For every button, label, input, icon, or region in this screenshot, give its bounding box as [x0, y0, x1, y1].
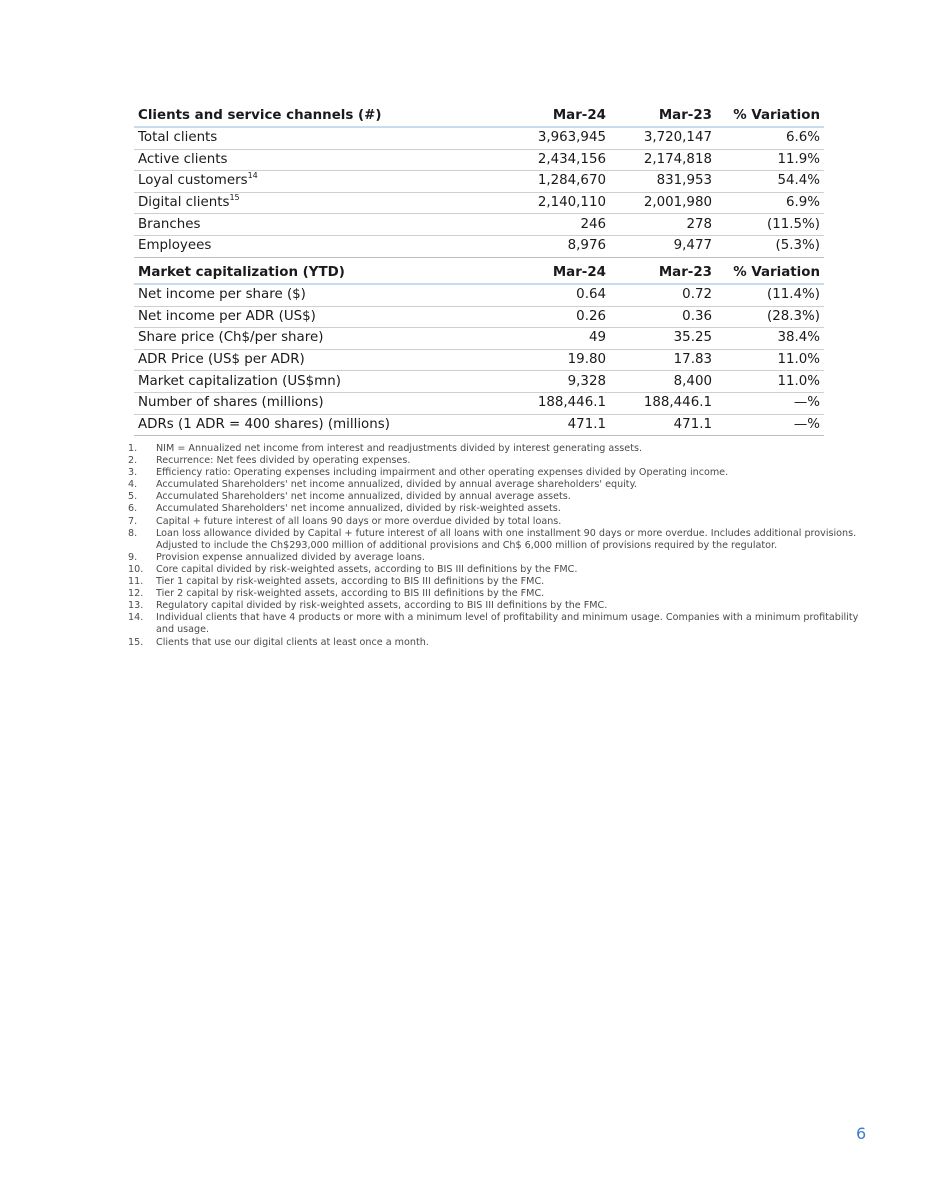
- table-row: [134, 284, 824, 306]
- footnote-text: Core capital divided by risk-weighted assets, according to BIS III definitions by the FMC.: [156, 563, 578, 575]
- row-label-cell: [134, 171, 502, 193]
- table-row: [134, 127, 824, 149]
- footnote-item: [128, 443, 868, 455]
- column-header: % Variation: [716, 106, 824, 127]
- row-label: Net income per share ($): [134, 284, 502, 306]
- value-mar-24: 2,140,110: [502, 192, 610, 214]
- value-mar-24: 246: [502, 214, 610, 236]
- row-label-cell: [134, 235, 502, 257]
- footnote-text: Loan loss allowance divided by Capital + future interest of all loans with one installment 90 days or more overdue. Includes additional provisions. Adjusted to include the Ch$293,000 million of additional provisions and Ch$ 6,000 million of provisions required by the regulator.: [156, 527, 857, 551]
- footnote-number: 10.: [128, 563, 144, 575]
- value-mar-23: 17.83: [610, 349, 716, 371]
- column-header: Mar-23: [610, 106, 716, 127]
- row-label-cell: [134, 149, 502, 171]
- row-label-cell: [134, 214, 502, 236]
- footnote-text: Accumulated Shareholders' net income annualized, divided by risk-weighted assets.: [156, 503, 561, 515]
- footnote-number: 6.: [128, 503, 138, 515]
- footnote-number: 13.: [128, 600, 144, 612]
- table-row: [134, 192, 824, 214]
- market-table-section: [134, 263, 824, 436]
- footnote-item: [128, 503, 868, 515]
- footnote-text: Tier 2 capital by risk-weighted assets, according to BIS III definitions by the FMC.: [156, 588, 545, 600]
- value-mar-24: 0.26: [502, 306, 610, 328]
- footnote-text: Accumulated Shareholders' net income annualized, divided by annual average assets.: [156, 491, 571, 503]
- footnote-number: 5.: [128, 491, 138, 503]
- value-mar-24: 1,284,670: [502, 171, 610, 193]
- value-mar-23: 278: [610, 214, 716, 236]
- footnote-number: 8.: [128, 527, 138, 539]
- value-mar-24: 2,434,156: [502, 149, 610, 171]
- value-variation: (11.4%): [716, 284, 824, 306]
- value-variation: (11.5%): [716, 214, 824, 236]
- value-mar-23: 471.1: [610, 414, 716, 436]
- row-label-cell: [134, 127, 502, 149]
- footnote-item: [128, 576, 868, 588]
- value-mar-24: 188,446.1: [502, 392, 610, 414]
- footnote-item: [128, 528, 868, 552]
- footnote-item: [128, 564, 868, 576]
- value-variation: —%: [716, 392, 824, 414]
- footnote-reference: 14: [247, 171, 258, 181]
- value-variation: (5.3%): [716, 235, 824, 257]
- value-mar-24: 9,328: [502, 371, 610, 393]
- table-row: [134, 149, 824, 171]
- footnote-item: [128, 588, 868, 600]
- table-row: [134, 328, 824, 350]
- footnote-text: Regulatory capital divided by risk-weighted assets, according to BIS III definitions by the FMC.: [156, 600, 608, 612]
- value-mar-24: 8,976: [502, 235, 610, 257]
- footnote-text: Individual clients that have 4 products or more with a minimum level of profitability and minimum usage. Companies with a minimum profitability and usage.: [156, 612, 859, 636]
- row-label: Branches: [138, 216, 201, 232]
- footnote-reference: 15: [229, 193, 240, 203]
- table-header-row: [134, 263, 824, 284]
- row-label: Share price (Ch$/per share): [134, 328, 502, 350]
- row-label: ADRs (1 ADR = 400 shares) (millions): [134, 414, 502, 436]
- value-mar-23: 0.72: [610, 284, 716, 306]
- value-variation: 6.9%: [716, 192, 824, 214]
- column-header: Mar-23: [610, 263, 716, 284]
- value-variation: 11.9%: [716, 149, 824, 171]
- footnote-number: 2.: [128, 455, 138, 467]
- footnote-number: 4.: [128, 479, 138, 491]
- column-header: Mar-24: [502, 106, 610, 127]
- footnote-text: Efficiency ratio: Operating expenses including impairment and other operating expenses divided by Operating income.: [156, 467, 729, 479]
- row-label: Employees: [138, 238, 212, 254]
- column-header: Mar-24: [502, 263, 610, 284]
- row-label: Market capitalization (US$mn): [134, 371, 502, 393]
- clients-table: [134, 106, 824, 258]
- footnote-number: 14.: [128, 612, 144, 624]
- footnote-text: Capital + future interest of all loans 90 days or more overdue divided by total loans.: [156, 515, 562, 527]
- footnote-number: 15.: [128, 636, 144, 648]
- value-variation: (28.3%): [716, 306, 824, 328]
- footnote-number: 3.: [128, 467, 138, 479]
- value-mar-24: 0.64: [502, 284, 610, 306]
- value-variation: 11.0%: [716, 371, 824, 393]
- footnote-item: [128, 516, 868, 528]
- value-mar-23: 2,174,818: [610, 149, 716, 171]
- value-mar-23: 8,400: [610, 371, 716, 393]
- value-mar-24: 471.1: [502, 414, 610, 436]
- value-mar-23: 9,477: [610, 235, 716, 257]
- row-label: Net income per ADR (US$): [134, 306, 502, 328]
- table-row: [134, 349, 824, 371]
- value-mar-23: 831,953: [610, 171, 716, 193]
- footnote-text: Recurrence: Net fees divided by operating expenses.: [156, 455, 411, 467]
- value-mar-23: 3,720,147: [610, 127, 716, 149]
- value-variation: 11.0%: [716, 349, 824, 371]
- column-header: Clients and service channels (#): [134, 106, 502, 127]
- table-row: [134, 392, 824, 414]
- value-variation: 54.4%: [716, 171, 824, 193]
- footnote-item: [128, 600, 868, 612]
- row-label: Loyal customers: [138, 173, 248, 189]
- value-mar-23: 35.25: [610, 328, 716, 350]
- page-number: 6: [856, 1124, 867, 1143]
- footnote-text: Accumulated Shareholders' net income annualized, divided by annual average shareholders' equity.: [156, 479, 637, 491]
- value-mar-23: 2,001,980: [610, 192, 716, 214]
- footnote-text: NIM = Annualized net income from interest and readjustments divided by interest generating assets.: [156, 443, 643, 454]
- footnote-number: 12.: [128, 588, 144, 600]
- footnote-text: Clients that use our digital clients at least once a month.: [156, 636, 429, 648]
- market-capitalization-table: [134, 263, 824, 436]
- table-row: [134, 371, 824, 393]
- footnote-number: 11.: [128, 576, 144, 588]
- row-label: ADR Price (US$ per ADR): [134, 349, 502, 371]
- footnote-item: [128, 612, 868, 636]
- table-header-row: [134, 106, 824, 127]
- footnote-number: 9.: [128, 551, 138, 563]
- row-label-cell: [134, 192, 502, 214]
- column-header: % Variation: [716, 263, 824, 284]
- table-row: [134, 171, 824, 193]
- footnote-item: [128, 637, 868, 649]
- row-label: Number of shares (millions): [134, 392, 502, 414]
- footnote-number: 1.: [128, 443, 138, 454]
- table-row: [134, 235, 824, 257]
- value-variation: —%: [716, 414, 824, 436]
- row-label: Total clients: [138, 130, 218, 146]
- table-row: [134, 414, 824, 436]
- footnote-item: [128, 552, 868, 564]
- value-variation: 38.4%: [716, 328, 824, 350]
- value-variation: 6.6%: [716, 127, 824, 149]
- value-mar-24: 49: [502, 328, 610, 350]
- footnote-item: [128, 479, 868, 491]
- value-mar-24: 19.80: [502, 349, 610, 371]
- footnote-text: Provision expense annualized divided by average loans.: [156, 551, 425, 563]
- footnotes: [128, 443, 868, 649]
- footnote-item: [128, 467, 868, 479]
- table-row: [134, 214, 824, 236]
- footnote-number: 7.: [128, 515, 138, 527]
- clients-table-section: [134, 106, 824, 258]
- footnote-item: [128, 455, 868, 467]
- footnote-item: [128, 491, 868, 503]
- value-mar-23: 0.36: [610, 306, 716, 328]
- table-row: [134, 306, 824, 328]
- row-label: Active clients: [138, 151, 228, 167]
- row-label: Digital clients: [138, 195, 230, 211]
- value-mar-24: 3,963,945: [502, 127, 610, 149]
- value-mar-23: 188,446.1: [610, 392, 716, 414]
- column-header: Market capitalization (YTD): [134, 263, 502, 284]
- footnote-text: Tier 1 capital by risk-weighted assets, according to BIS III definitions by the FMC.: [156, 576, 545, 588]
